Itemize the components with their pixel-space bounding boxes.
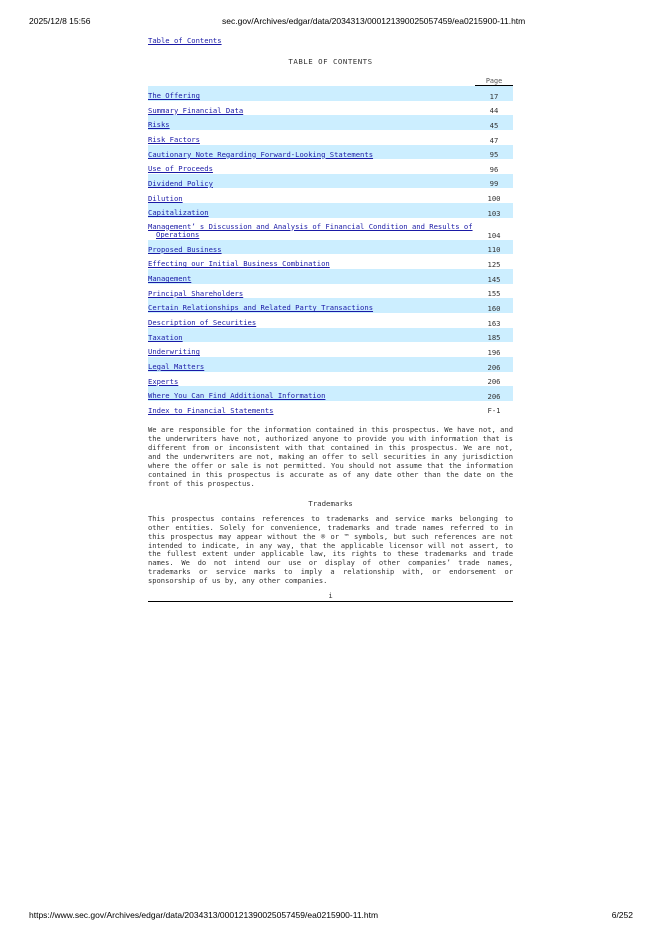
toc-entry-link[interactable]: Risk Factors [148, 134, 200, 144]
toc-row [148, 313, 513, 328]
toc-row [148, 159, 513, 174]
toc-page-number: 163 [487, 318, 501, 328]
toc-header-row [148, 74, 513, 86]
trademarks-paragraph: This prospectus contains references to trademarks and service marks belonging to other entities. Solely for convenience, trademarks and trade names referred to in this prospectus may appear without the ® or ™ symbols, but such references are not intended to indicate, in any way, that the applicable licensor will not assert, to the fullest extent under applicable law, its rights to these trademarks and trade names. We do not intend our use or display of other companies’ trade names, trademarks or service marks to imply a relationship with, or endorsement or sponsorship of us by, any other companies. [148, 513, 513, 586]
toc-entry-link[interactable]: Dividend Policy [148, 178, 213, 188]
toc-entry-cell [148, 386, 475, 401]
toc-row [148, 145, 513, 160]
toc-page-number: 103 [475, 203, 513, 218]
toc-entry-cell [148, 130, 475, 145]
toc-entry-cell [148, 269, 475, 284]
toc-entry-cell [148, 203, 475, 218]
toc-entry-link[interactable]: Principal Shareholders [148, 288, 244, 298]
toc-entry-cell [148, 342, 475, 357]
toc-entry-link[interactable]: Risks [148, 120, 170, 130]
toc-row [148, 174, 513, 189]
responsibility-paragraph: We are responsible for the information contained in this prospectus. We have not, and the underwriters have not, authorized anyone to provide you with information that is different from or inconsistent with that contained in this prospectus. We are not, and the underwriters are not, making an offer to sell securities in any jurisdiction where the offer or sale is not permitted. You should not assume that the information contained in this prospectus is accurate as of any date other than the date on the front of this prospectus. [148, 425, 513, 488]
toc-page-number: 206 [475, 386, 513, 401]
toc-entry-link[interactable]: Cautionary Note Regarding Forward-Looking Statements [148, 149, 374, 159]
toc-page-number: 45 [475, 115, 513, 130]
toc-heading: TABLE OF CONTENTS [288, 57, 373, 66]
toc-entry-link[interactable]: Dilution [148, 193, 183, 203]
toc-row [148, 284, 513, 299]
toc-table [148, 74, 513, 415]
toc-row [148, 401, 513, 416]
toc-entry-cell [148, 159, 475, 174]
print-url: https://www.sec.gov/Archives/edgar/data/2034313/000121390025057459/ea0215900-11.htm [29, 910, 379, 920]
toc-entry-cell [148, 188, 475, 203]
toc-entry-link[interactable]: Description of Securities [148, 318, 257, 328]
toc-entry-cell [148, 357, 475, 372]
toc-entry-link[interactable]: Proposed Business [148, 244, 222, 254]
toc-entry-link[interactable]: Management’ s Discussion and Analysis of Financial Condition and Results of [148, 221, 473, 231]
toc-entry-link[interactable]: Certain Relationships and Related Party Transactions [148, 303, 374, 313]
toc-entry-cell [148, 218, 475, 240]
toc-entry-cell [148, 115, 475, 130]
trademarks-heading: Trademarks [308, 498, 353, 508]
toc-entry-cell [148, 101, 475, 116]
toc-row [148, 130, 513, 145]
toc-row [148, 188, 513, 203]
toc-entry-link[interactable]: Taxation [148, 332, 183, 342]
toc-entry-cell [148, 372, 475, 387]
document-body [148, 35, 513, 602]
toc-page-number: 155 [487, 289, 501, 299]
toc-page-number: 44 [489, 106, 499, 116]
toc-entry-link-continued[interactable]: Operations [156, 230, 200, 240]
toc-row [148, 86, 513, 101]
toc-row [148, 115, 513, 130]
toc-entry-cell [148, 145, 475, 160]
toc-page-number: 206 [475, 357, 513, 372]
toc-row [148, 203, 513, 218]
toc-row [148, 357, 513, 372]
toc-row [148, 254, 513, 269]
toc-entry-link[interactable]: Capitalization [148, 208, 209, 218]
toc-page-number: 96 [489, 164, 499, 174]
toc-entry-cell [148, 284, 475, 299]
toc-row [148, 269, 513, 284]
toc-page-number: 185 [475, 328, 513, 343]
toc-entry-link[interactable]: Use of Proceeds [148, 164, 213, 174]
toc-entry-link[interactable]: Management [148, 274, 192, 284]
toc-page-number: 100 [487, 194, 501, 204]
print-datetime: 2025/12/8 15:56 [29, 16, 91, 26]
toc-row [148, 328, 513, 343]
toc-row [148, 386, 513, 401]
print-page-count: 6/252 [611, 910, 633, 920]
print-page-title: sec.gov/Archives/edgar/data/2034313/000121390025057459/ea0215900-11.htm [222, 16, 526, 26]
toc-entry-cell [148, 240, 475, 255]
toc-entry-link[interactable]: Legal Matters [148, 361, 205, 371]
page-number: i [148, 591, 513, 602]
toc-page-number: 125 [487, 260, 501, 270]
toc-page-number: 99 [475, 174, 513, 189]
toc-entry-link[interactable]: Index to Financial Statements [148, 405, 274, 415]
toc-page-number: 110 [475, 240, 513, 255]
toc-entry-cell [148, 254, 475, 269]
toc-page-number: 160 [475, 298, 513, 313]
toc-row [148, 218, 513, 240]
toc-row [148, 342, 513, 357]
toc-page-number: 95 [475, 145, 513, 160]
toc-entry-link[interactable]: The Offering [148, 91, 200, 101]
toc-page-number: 47 [489, 135, 499, 145]
toc-row [148, 240, 513, 255]
toc-page-number: 17 [475, 86, 513, 101]
toc-row [148, 298, 513, 313]
toc-page-number: 145 [475, 269, 513, 284]
toc-page-number: 104 [487, 230, 501, 240]
toc-page-number: 206 [487, 377, 501, 387]
toc-entry-link[interactable]: Experts [148, 376, 179, 386]
toc-page-number: 196 [487, 347, 501, 357]
toc-entry-link[interactable]: Where You Can Find Additional Information [148, 391, 326, 401]
toc-header-spacer [148, 74, 475, 86]
toc-entry-cell [148, 86, 475, 101]
table-of-contents-link[interactable]: Table of Contents [148, 36, 222, 45]
toc-entry-cell [148, 298, 475, 313]
toc-row [148, 372, 513, 387]
toc-entry-cell [148, 328, 475, 343]
toc-entry-link[interactable]: Summary Financial Data [148, 105, 244, 115]
toc-entry-link[interactable]: Underwriting [148, 347, 200, 357]
toc-entry-link[interactable]: Effecting our Initial Business Combination [148, 259, 330, 269]
toc-page-number: F-1 [487, 406, 501, 416]
toc-entry-cell [148, 313, 475, 328]
toc-entry-cell [148, 401, 475, 416]
toc-entry-cell [148, 174, 475, 189]
toc-row [148, 101, 513, 116]
page-column-header: Page [475, 74, 513, 86]
